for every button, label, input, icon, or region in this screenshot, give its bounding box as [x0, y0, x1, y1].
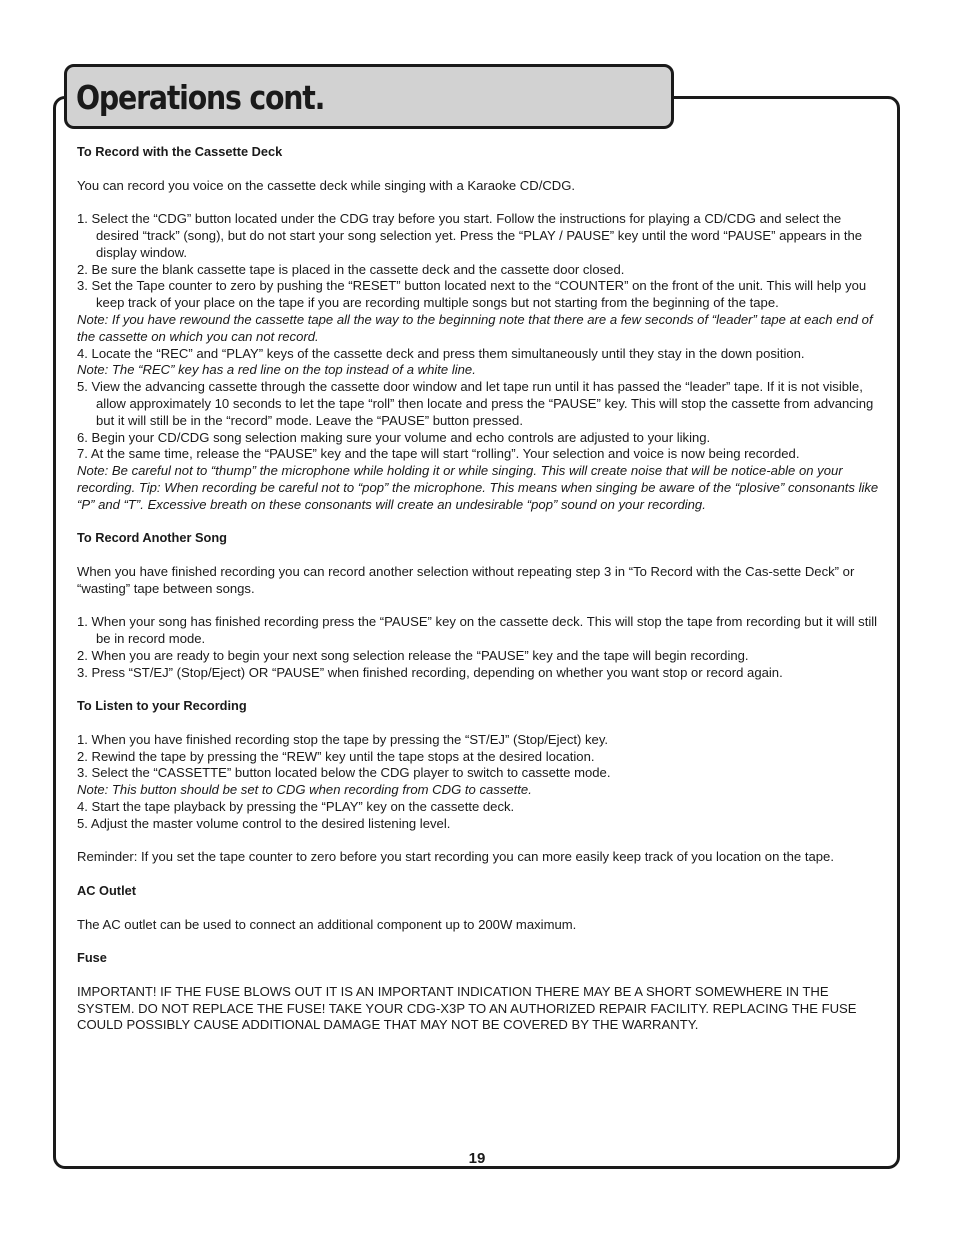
section-heading: To Record with the Cassette Deck [77, 144, 283, 159]
paragraph: The AC outlet can be used to connect an additional component up to 200W maximum. [77, 916, 577, 932]
page-title: Operations cont. [76, 78, 325, 117]
another-steps [77, 614, 885, 681]
paragraph: When you have finished recording you can record another selection without repeating step 3 in “To Record with the Cas-sette Deck” or “wasting” tape between songs. [77, 563, 855, 596]
section-heading: AC Outlet [77, 883, 137, 899]
list-item: 2. Rewind the tape by pressing the “REW” key until the tape stops at the desired location. [77, 748, 595, 764]
list-item: 2. Be sure the blank cassette tape is placed in the cassette deck and the cassette door closed. [77, 261, 625, 277]
list-item: 7. At the same time, release the “PAUSE” key and the tape will start “rolling”. Your selection and voice is now being recorded. [77, 446, 800, 462]
note: Note: This button should be set to CDG when recording from CDG to cassette. [77, 782, 532, 798]
record-steps-cont [77, 346, 885, 363]
section-heading: To Listen to your Recording [77, 698, 247, 714]
list-item: 4. Start the tape playback by pressing the “PLAY” key on the cassette deck. [77, 799, 515, 815]
note: Note: Be careful not to “thump” the microphone while holding it or while singing. This will create noise that will be notice-able on your recording. Tip: When recording be careful not to “pop” the microphone. This means when singing be aware of the “plosive” consonants like “P” and “T”. Excessive breath on these consonants will create an undesirable “pop” sound on your recording. [77, 463, 879, 512]
list-item: 5. View the advancing cassette through the cassette door window and let tape run until it has passed the “leader” tape. If it is not visible, allow approximately 10 seconds to let the tape “roll” then locate and press the “PAUSE” key. This will stop the cassette from advancing but it will still be in the “record” mode. Leave the “PAUSE” button pressed. [77, 379, 874, 428]
list-item: 6. Begin your CD/CDG song selection making sure your volume and echo controls are adjusted to your liking. [77, 429, 711, 445]
list-item: 3. Select the “CASSETTE” button located below the CDG player to switch to cassette mode. [77, 765, 611, 781]
warning-paragraph: IMPORTANT! IF THE FUSE BLOWS OUT IT IS AN IMPORTANT INDICATION THERE MAY BE A SHORT SOMEWHERE IN THE SYSTEM. DO NOT REPLACE THE FUSE! TAKE YOUR CDG-X3P TO AN AUTHORIZED REPAIR FACILITY. REPLACING THE FUSE COULD POSSIBLY CAUSE ADDITIONAL DAMAGE THAT MAY NOT BE COVERED BY THE WARRANTY. [77, 983, 857, 1033]
listen-steps [77, 732, 885, 782]
list-item: 1. When you have finished recording stop the tape by pressing the “ST/EJ” (Stop/Eject) key. [77, 731, 609, 747]
listen-steps-cont [77, 799, 885, 833]
list-item: 1. Select the “CDG” button located under the CDG tray before you start. Follow the instructions for playing a CD/CDG and select the desired “track” (song), but do not start your song selection yet. Press the “PLAY / PAUSE” key until the word “PAUSE” appears in the display window. [77, 211, 863, 260]
record-steps-cont [77, 379, 885, 463]
note: Note: The “REC” key has a red line on the top instead of a white line. [77, 362, 476, 378]
page-number: 19 [468, 1150, 486, 1167]
list-item: 3. Press “ST/EJ” (Stop/Eject) OR “PAUSE” when finished recording, depending on whether you want stop or record again. [77, 664, 783, 680]
list-item: 4. Locate the “REC” and “PLAY” keys of the cassette deck and press them simultaneously until they stay in the down position. [77, 345, 805, 361]
list-item: 1. When your song has finished recording press the “PAUSE” key on the cassette deck. This will stop the tape from recording but it will still be in record mode. [77, 614, 878, 647]
list-item: 5. Adjust the master volume control to the desired listening level. [77, 815, 451, 831]
list-item: 2. When you are ready to begin your next song selection release the “PAUSE” key and the tape will begin recording. [77, 647, 749, 663]
paragraph: You can record you voice on the cassette deck while singing with a Karaoke CD/CDG. [77, 177, 576, 193]
section-heading: Fuse [77, 950, 107, 966]
section-heading: To Record Another Song [77, 530, 228, 546]
record-steps [77, 211, 885, 312]
note: Note: If you have rewound the cassette tape all the way to the beginning note that there are a few seconds of “leader” tape at each end of the cassette on which you can not record. [77, 311, 873, 344]
reminder: Reminder: If you set the tape counter to zero before you start recording you can more easily keep track of you location on the tape. [77, 849, 834, 865]
page-content [77, 144, 885, 1034]
list-item: 3. Set the Tape counter to zero by pushing the “RESET” button located next to the “COUNTER” on the front of the unit. This will help you keep track of your place on the tape if you are recording multiple songs but not starting from the beginning of the tape. [77, 278, 867, 311]
